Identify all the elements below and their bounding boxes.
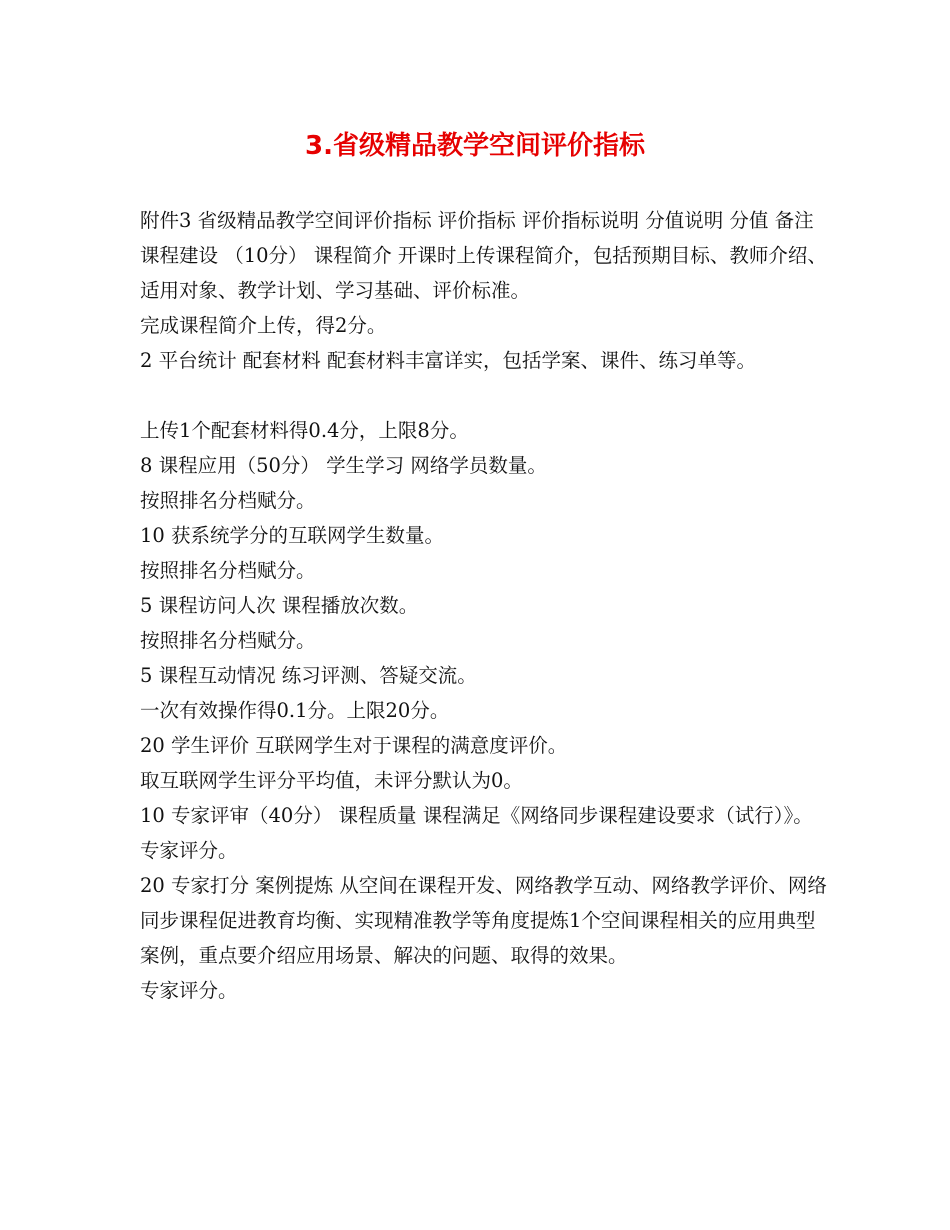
paragraph: 10 获系统学分的互联网学生数量。 <box>140 524 445 547</box>
paragraph: 按照排名分档赋分。 <box>140 559 316 582</box>
paragraph: 一次有效操作得0.1分。上限20分。 <box>140 699 450 722</box>
paragraph: 取互联网学生评分平均值，未评分默认为0。 <box>140 769 523 792</box>
document-title: 3.省级精品教学空间评价指标 <box>305 131 645 161</box>
document-body <box>140 203 830 1008</box>
paragraph: 2 平台统计 配套材料 配套材料丰富详实，包括学案、课件、练习单等。 <box>140 349 757 372</box>
paragraph: 10 专家评审（40分） 课程质量 课程满足《网络同步课程建设要求（试行）》。 <box>140 804 813 827</box>
paragraph: 专家评分。 <box>140 979 238 1002</box>
paragraph: 按照排名分档赋分。 <box>140 629 316 652</box>
paragraph: 上传1个配套材料得0.4分，上限8分。 <box>140 419 469 442</box>
paragraph: 完成课程简介上传，得2分。 <box>140 314 387 337</box>
paragraph: 5 课程访问人次 课程播放次数。 <box>140 594 419 617</box>
paragraph: 20 学生评价 互联网学生对于课程的满意度评价。 <box>140 734 568 757</box>
paragraph: 20 专家打分 案例提炼 从空间在课程开发、网络教学互动、网络教学评价、网络同步课程促进教育均衡、实现精准教学等角度提炼1个空间课程相关的应用典型案例，重点要介绍应用场景、解决的问题、取得的效果。 <box>140 874 827 967</box>
paragraph: 8 课程应用（50分） 学生学习 网络学员数量。 <box>140 454 547 477</box>
paragraph-intro: 附件3 省级精品教学空间评价指标 评价指标 评价指标说明 分值说明 分值 备注 课程建设 （10分） 课程简介 开课时上传课程简介，包括预期目标、教师介绍、适用对象、教学计划、学习基础、评价标准。 <box>140 209 827 302</box>
paragraph: 5 课程互动情况 练习评测、答疑交流。 <box>140 664 477 687</box>
paragraph: 按照排名分档赋分。 <box>140 489 316 512</box>
paragraph: 专家评分。 <box>140 839 238 862</box>
blank-line <box>140 378 830 413</box>
